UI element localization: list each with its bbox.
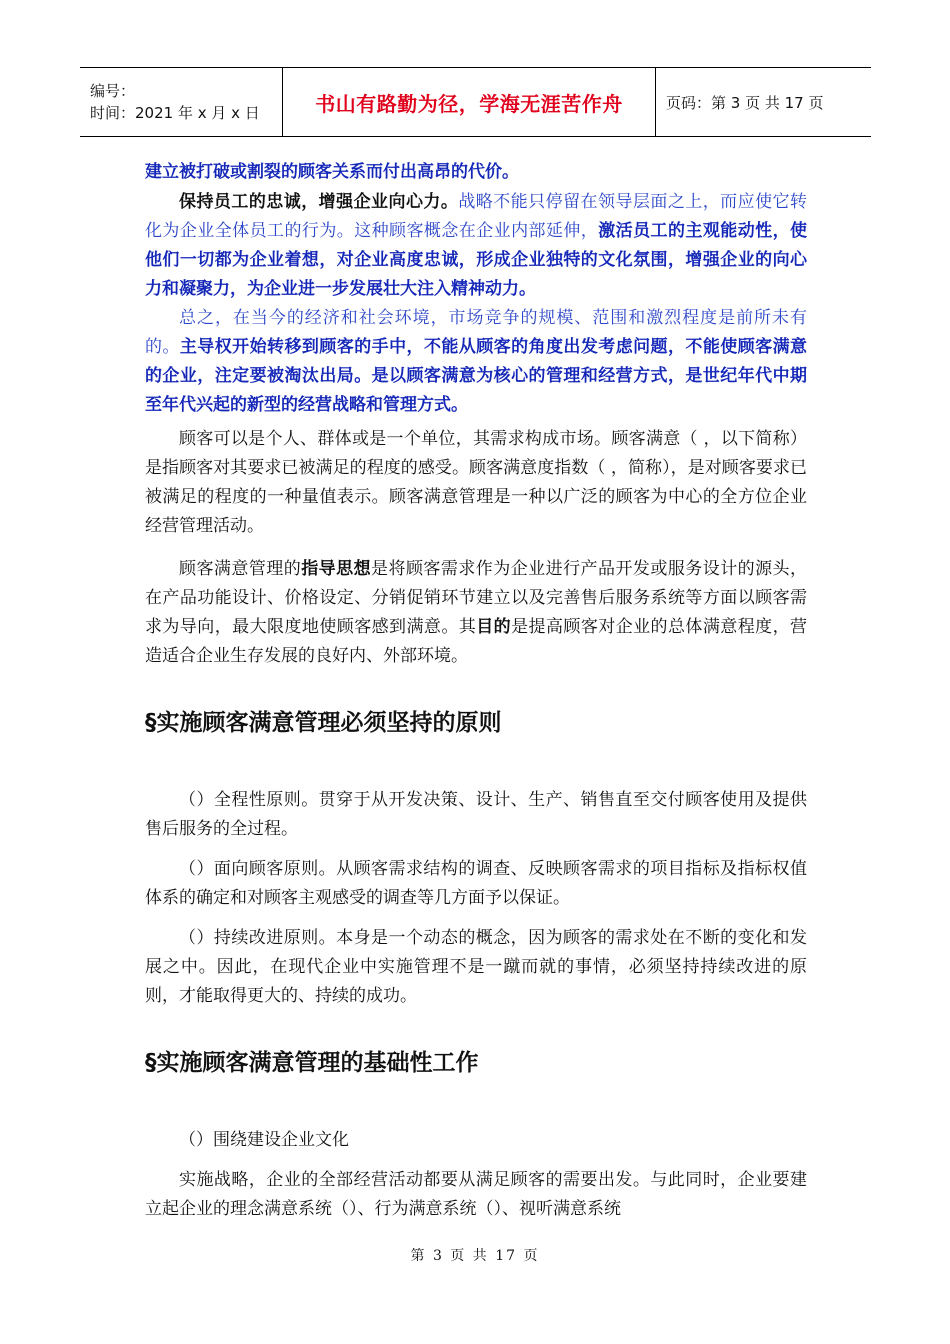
para-2-bold: 激活员工的主观能动性，使他们一切都为企业着想，对企业高度忠诚，形成企业独特的文化氛围，增强企业的向心力和凝聚力，为企业进一步发展壮大注入精神动力。 [145,221,808,299]
para-1 [145,158,807,187]
heading-2 [145,1044,807,1077]
para-3-b: 主导权开始转移到顾客的手中， [179,337,424,357]
para-5 [145,555,807,671]
para-3 [145,304,807,420]
para-2-lead: 保持员工的忠诚，增强企业向心力。 [179,192,459,212]
principle-item: （）全程性原则。贯穿于从开发决策、设计、生产、销售直至交付顾客使用及提供售后服务的全过程。 [145,790,807,839]
para-5-a: 顾客满意管理的 [179,559,302,579]
para-5-d: 目的 [476,617,512,637]
para-6-text: 实施战略，企业的全部经营活动都要从满足顾客的需要出发。与此同时，企业要建立起企业的理念满意系统（）、行为满意系统（）、视听满意系统 [145,1170,807,1219]
principle-item: （）持续改进原则。本身是一个动态的概念，因为顾客的需求处在不断的变化和发展之中。因此，在现代企业中实施管理不是一蹴而就的事情，必须坚持持续改进的原则，才能取得更大的、持续的成功。 [145,928,807,1006]
header-date-label: 时间：2021 年 x 月 x 日 [90,104,260,122]
page-header [80,67,871,137]
header-page [656,68,871,136]
para-4-text: 顾客可以是个人、群体或是一个单位，其需求构成市场。顾客满意（ ，以下简称）是指顾客对其要求已被满足的程度的感受。顾客满意度指数（ ，简称），是对顾客要求已被满足的程度的一种量值表示。顾客满意管理是一种以广泛的顾客为中心的全方位企业经营管理活动。 [145,429,807,536]
footer-page-number: 第 3 页 共 17 页 [410,1248,540,1264]
subheading-1 [145,1126,807,1155]
para-6 [145,1166,807,1224]
header-motto-text: 书山有路勤为径，学海无涯苦作舟 [315,91,623,116]
para-5-e: 是提高顾客对企业的总体满意程度，营造适合企业生存发展的良好内、外部环境。 [145,617,808,666]
principle-1 [145,786,807,844]
para-2 [145,188,807,304]
principle-3 [145,924,807,1011]
para-1-text: 建立被打破或割裂的顾客关系而付出高昂的代价。 [145,162,519,182]
para-3-d: 是以顾客满意为核心的管理和经营方式，是世纪年代中期至年代兴起的新型的经营战略和管理方式。 [145,366,808,415]
para-5-b: 指导思想 [301,559,372,579]
para-3-c: 不能从顾客的角度出发考虑问题，不能使顾客满意的企业，注定要被淘汰出局。 [145,337,808,386]
para-3-a: 总之，在当今的经济和社会环境，市场竞争的规模、范围和激烈程度是前所未有的。 [145,308,807,357]
principle-item: （）面向顾客原则。从顾客需求结构的调查、反映顾客需求的项目指标及指标权值体系的确定和对顾客主观感受的调查等几方面予以保证。 [145,859,807,908]
header-meta [80,68,282,136]
page-footer [0,1245,950,1265]
para-5-c: 是将顾客需求作为企业进行产品开发或服务设计的源头，在产品功能设计、价格设定、分销促销环节建立以及完善售后服务系统等方面以顾客需求为导向，最大限度地使顾客感到满意。其 [145,559,808,637]
heading-1-text: §实施顾客满意管理必须坚持的原则 [145,710,502,736]
subheading-1-text: （）围绕建设企业文化 [179,1130,349,1150]
heading-2-text: §实施顾客满意管理的基础性工作 [145,1050,479,1076]
para-4 [145,425,807,541]
header-page-label: 页码：第 3 页 共 17 页 [666,93,824,112]
para-2-mid: 战略不能只停留在领导层面之上，而应使它转化为企业全体员工的行为。这种顾客概念在企业内部延伸， [145,192,808,241]
header-motto [282,68,656,136]
heading-1 [145,704,807,737]
principle-2 [145,855,807,913]
header-number-label: 编号： [90,82,136,100]
